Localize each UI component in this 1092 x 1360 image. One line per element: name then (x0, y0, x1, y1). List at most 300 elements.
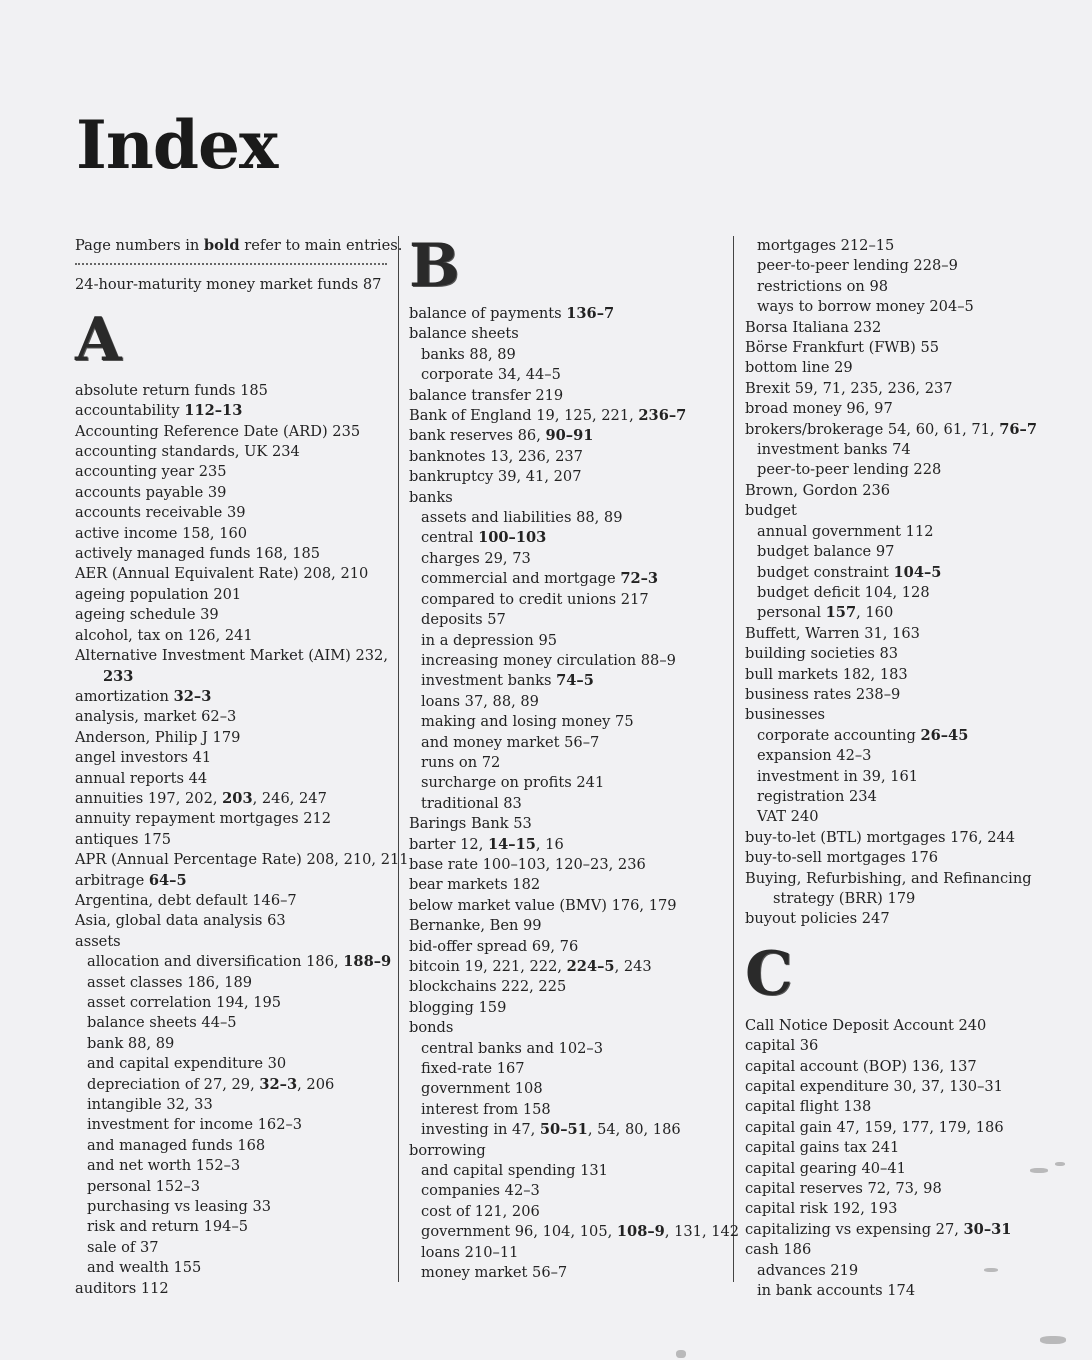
index-subentry (409, 569, 729, 589)
entry-text: money market 56–7 (421, 1264, 568, 1282)
index-entry (409, 467, 729, 487)
entry-text: analysis, market 62–3 (75, 708, 237, 726)
index-entry (745, 501, 1075, 521)
entry-text: budget deficit 104, 128 (757, 583, 930, 601)
entry-text: Bernanke, Ben 99 (409, 917, 542, 935)
entry-text: ageing schedule 39 (75, 606, 219, 624)
index-subentry (409, 631, 729, 651)
index-entry (745, 1179, 1075, 1199)
index-entry (745, 828, 1075, 848)
entry-text: registration 234 (757, 787, 877, 805)
index-entry (409, 1018, 729, 1038)
main-entry-pages: 100–103 (478, 529, 547, 547)
index-entry (75, 524, 395, 544)
index-entry (409, 875, 729, 895)
index-subentry (409, 345, 729, 365)
index-subentry (409, 610, 729, 630)
entry-text: budget constraint (757, 563, 894, 581)
index-entry (745, 685, 1075, 705)
entry-text: investment banks 74 (757, 441, 911, 459)
entry-text: risk and return 194–5 (87, 1218, 249, 1236)
main-entry-pages: 76–7 (999, 420, 1038, 438)
entry-text: and money market 56–7 (421, 733, 600, 751)
entry-text: bottom line 29 (745, 359, 853, 377)
entry-text: allocation and diversification 186, (87, 953, 344, 971)
entry-text: APR (Annual Percentage Rate) 208, 210, 211 (75, 851, 409, 869)
index-entry (75, 381, 395, 401)
scan-smudge (984, 1268, 998, 1272)
index-entry (409, 488, 729, 508)
index-subentry (409, 692, 729, 712)
index-subentry (409, 508, 729, 528)
column-divider (398, 236, 399, 1282)
index-entry (75, 275, 395, 295)
entry-text: capital expenditure 30, 37, 130–31 (745, 1078, 1003, 1096)
index-entry (75, 401, 395, 421)
index-entry (409, 957, 729, 977)
index-column-2 (409, 231, 740, 1284)
index-entry (409, 304, 729, 324)
index-subentry (745, 767, 1075, 787)
entry-text: loans 37, 88, 89 (421, 692, 539, 710)
index-entry (75, 850, 409, 870)
entry-text: Börse Frankfurt (FWB) 55 (745, 339, 940, 357)
index-subentry (409, 1100, 729, 1120)
index-entry (409, 998, 729, 1018)
entry-text: bank 88, 89 (87, 1034, 175, 1052)
entry-text: asset classes 186, 189 (87, 973, 253, 991)
main-entry-pages: 74–5 (556, 672, 594, 690)
entry-text: Call Notice Deposit Account 240 (745, 1016, 987, 1034)
entry-text: building societies 83 (745, 645, 899, 663)
entry-text: brokers/brokerage 54, 60, 61, 71, (745, 420, 1000, 438)
index-entry (745, 399, 1075, 419)
entry-text: cost of 121, 206 (421, 1202, 540, 1220)
entry-text: cash 186 (745, 1241, 812, 1259)
entry-text: capital reserves 72, 73, 98 (745, 1180, 942, 1198)
entry-text: annuity repayment mortgages 212 (75, 810, 332, 828)
index-subentry (745, 563, 1075, 583)
entry-text: 24-hour-maturity money market funds 87 (75, 276, 382, 294)
entry-text: buy-to-let (BTL) mortgages 176, 244 (745, 828, 1016, 846)
entry-text: banks 88, 89 (421, 345, 516, 363)
entry-text: investment for income 162–3 (87, 1116, 303, 1134)
entry-text: capital risk 192, 193 (745, 1200, 898, 1218)
entry-text: personal 152–3 (87, 1177, 201, 1195)
entry-text: peer-to-peer lending 228 (757, 461, 942, 479)
entry-text: auditors 112 (75, 1279, 169, 1297)
index-subentry (745, 583, 1075, 603)
index-entry (75, 626, 395, 646)
index-entry (745, 1097, 1075, 1117)
intro-text-end: refer to main entries. (239, 237, 403, 254)
index-subentry (409, 773, 729, 793)
index-entry (75, 707, 395, 727)
index-entry (75, 809, 395, 829)
index-subentry (745, 726, 1075, 746)
index-subentry (409, 1243, 729, 1263)
index-column-1 (75, 236, 409, 1299)
index-entry (745, 318, 1075, 338)
entry-text: annuities 197, 202, (75, 789, 223, 807)
entry-text: bank reserves 86, (409, 427, 546, 445)
index-entry (409, 937, 729, 957)
index-subentry (75, 952, 395, 972)
entry-text: central banks and 102–3 (421, 1039, 603, 1057)
main-entry-pages: 157 (825, 604, 857, 622)
entry-text: accountability (75, 402, 185, 420)
index-entry (409, 1141, 729, 1161)
main-entry-pages: 14–15 (487, 835, 536, 853)
entry-text: companies 42–3 (421, 1182, 540, 1200)
entry-text: intangible 32, 33 (87, 1096, 213, 1114)
entry-text: broad money 96, 97 (745, 400, 893, 418)
entry-text: surcharge on profits 241 (421, 774, 605, 792)
entry-text: advances 219 (757, 1261, 859, 1279)
index-entry (75, 932, 395, 952)
entry-text: depreciation of 27, 29, (87, 1075, 260, 1093)
entry-text: Argentina, debt default 146–7 (75, 891, 297, 909)
index-entry (75, 462, 395, 482)
entry-text: traditional 83 (421, 794, 522, 812)
index-entry (75, 891, 395, 911)
dotted-separator (75, 263, 387, 265)
entry-text: and wealth 155 (87, 1259, 202, 1277)
section-letter-c: C (745, 938, 793, 1009)
index-entry (75, 422, 395, 442)
entry-text: annual government 112 (757, 522, 934, 540)
index-entry (75, 503, 395, 523)
index-entry (75, 544, 395, 564)
entry-text: corporate accounting (757, 726, 921, 744)
main-entry-pages: 224–5 (566, 958, 615, 975)
entry-text: sale of 37 (87, 1238, 159, 1256)
index-entry (409, 977, 729, 997)
entry-text: Buffett, Warren 31, 163 (745, 624, 920, 642)
entry-text: and capital spending 131 (421, 1162, 608, 1180)
entry-text: corporate 34, 44–5 (421, 366, 561, 384)
entry-text: and net worth 152–3 (87, 1157, 241, 1175)
index-subentry (75, 1258, 395, 1278)
index-entry (75, 830, 395, 850)
index-subentry (75, 1095, 395, 1115)
entry-text: borrowing (409, 1141, 486, 1159)
index-entry (75, 564, 395, 584)
column-entries (409, 231, 740, 1284)
entry-text: balance transfer 219 (409, 386, 564, 404)
entry-text: bonds (409, 1019, 454, 1037)
index-entry (745, 1138, 1075, 1158)
intro-text: Page numbers in (75, 237, 204, 254)
main-entry-pages: 30–31 (963, 1220, 1012, 1238)
entry-text: government 108 (421, 1080, 543, 1098)
entry-text: bitcoin 19, 221, 222, (409, 958, 567, 975)
entry-text: budget (745, 502, 797, 520)
index-entry (409, 386, 729, 406)
index-subentry (409, 365, 729, 385)
entry-text: central (421, 529, 479, 547)
entry-text: capital gain 47, 159, 177, 179, 186 (745, 1118, 1004, 1136)
entry-text: in bank accounts 174 (757, 1282, 916, 1300)
entry-text: charges 29, 73 (421, 549, 531, 567)
index-subentry (75, 1217, 395, 1237)
entry-text: base rate 100–103, 120–23, 236 (409, 855, 646, 873)
index-entry (75, 1279, 395, 1299)
entry-text: Alternative Investment Market (AIM) 232, (75, 647, 388, 665)
index-entry (409, 447, 729, 467)
entry-text: active income 158, 160 (75, 524, 248, 542)
entry-text: fixed-rate 167 (421, 1060, 525, 1078)
index-subentry (745, 297, 1075, 317)
entry-text: mortgages 212–15 (757, 237, 895, 254)
entry-text: VAT 240 (757, 808, 819, 826)
section-letter-b: B (409, 231, 460, 301)
entry-text: accounting standards, UK 234 (75, 443, 300, 461)
index-entry (745, 665, 1075, 685)
entry-text: balance of payments (409, 305, 567, 322)
index-entry (745, 420, 1075, 440)
index-entry (745, 1036, 1075, 1056)
index-entry (409, 835, 729, 855)
main-entry-pages: 64–5 (148, 871, 187, 889)
column-entries (745, 236, 1075, 1302)
index-subentry (75, 1034, 395, 1054)
index-subentry (409, 590, 729, 610)
index-entry (745, 1016, 1075, 1036)
entry-text: bankruptcy 39, 41, 207 (409, 468, 582, 486)
entry-text: capitalizing vs expensing 27, (745, 1220, 964, 1238)
index-subentry (409, 671, 729, 691)
index-entry (745, 358, 1075, 378)
section-letter-a: A (75, 304, 122, 375)
entry-text: , 243 (614, 958, 652, 975)
entry-text: , 54, 80, 186 (587, 1121, 681, 1139)
main-entry-pages: 32–3 (259, 1075, 298, 1093)
entry-text: government 96, 104, 105, (421, 1223, 617, 1241)
index-entry (75, 769, 395, 789)
index-subentry (75, 1115, 395, 1135)
entry-text: capital flight 138 (745, 1098, 872, 1116)
main-entry-pages: 90–91 (545, 427, 594, 445)
index-entry (745, 705, 1075, 725)
index-subentry (745, 542, 1075, 562)
main-entry-pages: 72–3 (620, 570, 659, 588)
index-subentry (409, 1263, 729, 1283)
index-subentry (745, 603, 1075, 623)
entry-text: Bank of England 19, 125, 221, (409, 407, 639, 425)
page-title: Index (76, 106, 278, 184)
index-entry (75, 646, 395, 687)
index-subentry (75, 973, 395, 993)
index-subentry (745, 277, 1075, 297)
index-subentry (409, 712, 729, 732)
index-subentry (745, 1281, 1075, 1301)
index-entry (745, 869, 1075, 910)
entry-text: Brown, Gordon 236 (745, 481, 891, 499)
index-subentry (409, 1039, 729, 1059)
entry-text: capital account (BOP) 136, 137 (745, 1057, 977, 1075)
main-entry-pages: 233 (103, 667, 134, 685)
column-entries (75, 275, 409, 1299)
index-subentry (409, 1120, 729, 1140)
index-entry (409, 814, 729, 834)
index-entry (745, 644, 1075, 664)
entry-text: restrictions on 98 (757, 277, 889, 295)
scan-smudge (676, 1350, 686, 1358)
entry-text: Asia, global data analysis 63 (75, 912, 286, 930)
index-subentry (75, 1238, 395, 1258)
entry-text: buyout policies 247 (745, 910, 890, 928)
entry-text: Brexit 59, 71, 235, 236, 237 (745, 379, 953, 397)
entry-text: increasing money circulation 88–9 (421, 651, 676, 669)
scan-smudge (1040, 1336, 1066, 1344)
index-subentry (409, 1079, 729, 1099)
entry-text: compared to credit unions 217 (421, 590, 649, 608)
index-subentry (409, 1161, 729, 1181)
index-entry (409, 916, 729, 936)
index-entry (745, 1118, 1075, 1138)
index-entry (75, 748, 395, 768)
index-subentry (409, 794, 729, 814)
index-subentry (409, 1059, 729, 1079)
entry-text: , 16 (535, 835, 564, 853)
index-entry (745, 909, 1075, 929)
entry-text: business rates 238–9 (745, 685, 901, 703)
index-subentry (745, 807, 1075, 827)
intro-bold: bold (203, 237, 240, 254)
index-subentry (75, 1156, 395, 1176)
entry-text: and managed funds 168 (87, 1136, 266, 1154)
entry-text: antiques 175 (75, 830, 171, 848)
index-subentry (75, 1075, 395, 1095)
index-subentry (745, 522, 1075, 542)
entry-text: Buying, Refurbishing, and Refinancing strategy (BRR) 179 (745, 869, 1032, 907)
main-entry-pages: 104–5 (893, 563, 942, 581)
main-entry-pages: 188–9 (343, 953, 392, 971)
index-subentry (409, 753, 729, 773)
entry-text: , 131, 142 (664, 1223, 740, 1241)
index-subentry (409, 733, 729, 753)
entry-text: alcohol, tax on 126, 241 (75, 626, 253, 644)
index-entry (745, 1220, 1075, 1240)
entry-text: AER (Annual Equivalent Rate) 208, 210 (75, 565, 369, 583)
entry-text: investment banks (421, 672, 557, 690)
index-entry (75, 605, 395, 625)
index-entry (745, 379, 1075, 399)
entry-text: Accounting Reference Date (ARD) 235 (75, 422, 361, 440)
main-entry-pages: 136–7 (566, 305, 615, 322)
entry-text: investment in 39, 161 (757, 767, 919, 785)
entry-text: peer-to-peer lending 228–9 (757, 257, 958, 275)
index-entry (75, 442, 395, 462)
entry-text: asset correlation 194, 195 (87, 994, 282, 1011)
entry-text: buy-to-sell mortgages 176 (745, 849, 939, 867)
main-entry-pages: 236–7 (638, 407, 687, 425)
index-subentry (409, 1202, 729, 1222)
index-entry (75, 871, 395, 891)
entry-text: loans 210–11 (421, 1243, 519, 1261)
entry-text: bid-offer spread 69, 76 (409, 937, 579, 955)
entry-text: angel investors 41 (75, 749, 212, 767)
entry-text: businesses (745, 706, 826, 724)
entry-text: making and losing money 75 (421, 713, 634, 731)
entry-text: , 160 (856, 604, 894, 622)
entry-text: Anderson, Philip J 179 (75, 728, 241, 746)
index-entry (409, 855, 729, 875)
index-entry (75, 789, 395, 809)
index-entry (745, 848, 1075, 868)
entry-text: investing in 47, (421, 1121, 540, 1139)
entry-text: budget balance 97 (757, 543, 895, 561)
index-entry (745, 1057, 1075, 1077)
main-entry-pages: 50–51 (539, 1121, 588, 1139)
entry-text: ageing population 201 (75, 585, 242, 603)
index-entry (745, 1159, 1075, 1179)
index-subentry (75, 1136, 395, 1156)
main-entry-pages: 108–9 (616, 1223, 665, 1241)
index-subentry (409, 549, 729, 569)
index-entry (745, 481, 1075, 501)
entry-text: annual reports 44 (75, 769, 208, 787)
entry-text: purchasing vs leasing 33 (87, 1198, 272, 1216)
index-entry (75, 911, 395, 931)
entry-text: below market value (BMV) 176, 179 (409, 896, 677, 914)
entry-text: accounting year 235 (75, 463, 227, 481)
entry-text: runs on 72 (421, 753, 501, 771)
entry-text: deposits 57 (421, 611, 506, 629)
index-entry (745, 338, 1075, 358)
entry-text: balance sheets (409, 325, 519, 343)
index-subentry (745, 787, 1075, 807)
entry-text: personal (757, 604, 826, 622)
main-entry-pages: 32–3 (173, 687, 212, 705)
column-divider (733, 236, 734, 1282)
main-entry-pages: 112–13 (184, 402, 243, 420)
index-subentry (75, 993, 395, 1013)
entry-text: expansion 42–3 (757, 747, 872, 765)
scan-smudge (1030, 1168, 1048, 1173)
entry-text: and capital expenditure 30 (87, 1055, 287, 1073)
index-entry (745, 1240, 1075, 1260)
index-column-3 (745, 236, 1075, 1302)
index-entry (409, 324, 729, 344)
entry-text: absolute return funds 185 (75, 381, 268, 399)
index-subentry (745, 1261, 1075, 1281)
entry-text: balance sheets 44–5 (87, 1014, 237, 1032)
entry-text: capital gearing 40–41 (745, 1159, 906, 1177)
index-entry (745, 1077, 1075, 1097)
main-entry-pages: 26–45 (920, 726, 969, 744)
index-subentry (745, 746, 1075, 766)
index-entry (745, 624, 1075, 644)
index-subentry (409, 1222, 740, 1242)
index-subentry (745, 460, 1075, 480)
entry-text: banks (409, 488, 453, 506)
index-subentry (745, 256, 1075, 276)
entry-text: assets and liabilities 88, 89 (421, 509, 623, 527)
entry-text: arbitrage (75, 871, 149, 889)
index-entry (409, 896, 729, 916)
entry-text: actively managed funds 168, 185 (75, 545, 321, 563)
scan-smudge (1055, 1162, 1065, 1166)
entry-text: banknotes 13, 236, 237 (409, 447, 583, 465)
entry-text: , 246, 247 (252, 789, 327, 807)
entry-text: assets (75, 932, 121, 950)
index-entry (75, 687, 395, 707)
index-subentry (745, 236, 1075, 256)
index-subentry (745, 440, 1075, 460)
entry-text: ways to borrow money 204–5 (757, 298, 974, 316)
